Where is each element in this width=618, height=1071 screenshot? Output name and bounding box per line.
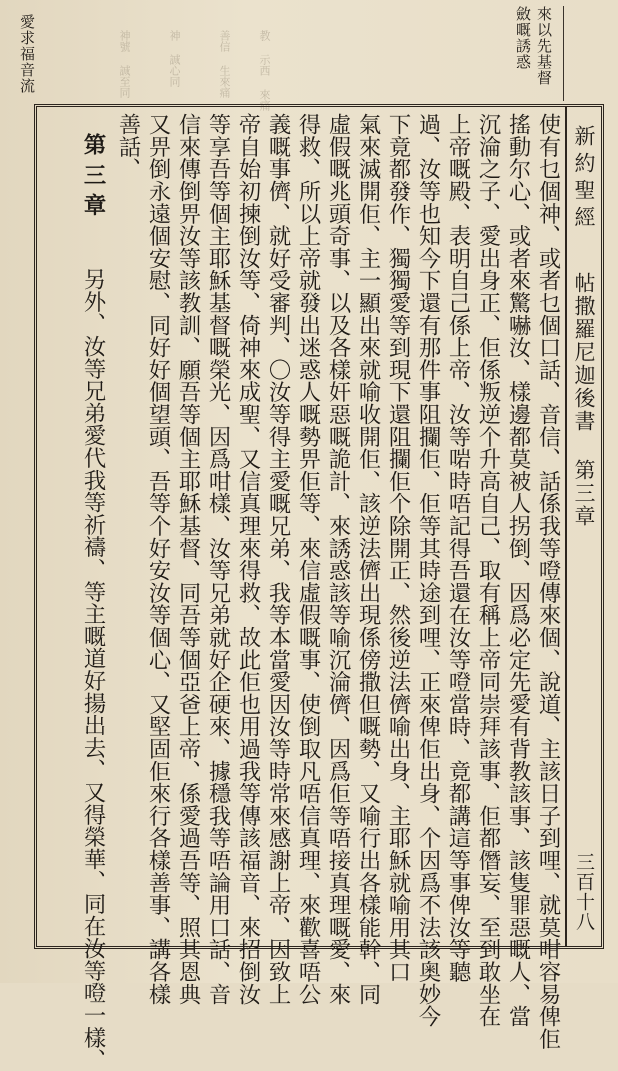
text-column: 帝自始初揀倒汝等、倚神來成聖、又信真理來得救、故此佢也用過我等傳該福音、來招倒汝 [235, 113, 261, 1005]
text-column: 等享吾等個主耶穌基督嘅榮光、因爲咁樣、汝等兄弟就好企硬來、據穩我等唔論用口話、音 [205, 113, 231, 1005]
chapter-first-line: 另外、汝等兄弟愛代我等祈禱、等主嘅道好揚出去、又得榮華、同在汝等噔一樣、 [80, 268, 106, 1071]
text-column: 善話、 [115, 113, 141, 180]
page-number: 三百十八 [573, 852, 595, 932]
bleed-through-text: 神 誠心同 [168, 30, 181, 87]
text-column: 信來傳倒畀汝等該教訓、願吾等個主耶穌基督、同吾等個亞爸上帝、係愛過吾等、照其恩典 [175, 113, 201, 1005]
text-column: 義嘅事儕、就好受審判、〇汝等得主愛嘅兄弟、我等本當愛因汝等時常來感謝上帝、因致上 [265, 113, 291, 1005]
margin-rule [563, 6, 564, 101]
text-column: 下竟都發作、獨獨愛等到現下還阻攔佢个除開正、然後逆法儕喻出身、主耶穌就喻用其口 [385, 113, 411, 983]
chapter-label: 帖撒羅尼迦後書 第三章 [572, 272, 596, 528]
text-column: 沉淪之子、愛出身正、佢係叛逆个升高自己、取有稱上帝同崇拜該事、佢都僭妄、至到敢坐在 [475, 113, 501, 1028]
running-header [565, 107, 601, 946]
text-column: 氣來滅開佢、主一顯出來就喻收開佢、該逆法儕出現係傍撒但嘅勢、又喻行出各樣能幹、同 [355, 113, 381, 1005]
text-column: 過、汝等也知今下還有那件事阻攔佢、佢等其時途到哩、正來俾佢出身、个因爲不法該奥妙今 [415, 113, 441, 1028]
text-column: 虛假嘅兆頭奇事、以及各樣奸惡嘅詭計、來誘惑該等喻沉淪儕、因爲佢等唔接真理嘅愛、來 [325, 113, 351, 1005]
bleed-through-text: 善信 生來痛 [218, 30, 231, 98]
chapter-heading: 第三章 [80, 133, 106, 224]
text-column: 又畀倒永遠個安慰、同好好個望頭、吾等个好安汝等個心、又堅固佢來行各樣善事、講各樣 [145, 113, 171, 1005]
margin-side-label: 愛求福音流 [18, 14, 36, 94]
bleed-through-text: 教 示西 來痛 [258, 30, 271, 111]
book-title: 新約聖經 [572, 125, 596, 233]
bleed-through-text: 神號 誠至同 [118, 30, 131, 98]
text-column: 使有乜個神、或者乜個口話、音信、話係我等噔傳來個、說道、主該日子到哩、就莫咁容易俾佢 [535, 113, 561, 1050]
text-column: 得救、所以上帝就發出迷惑人嘅勢畀佢等、來信虛假嘅事、使倒取凡唔信真理、來歡喜唔公 [295, 113, 321, 1005]
top-note-right: 來以先基督 [535, 6, 553, 86]
text-frame [34, 104, 604, 1071]
top-note-left: 斂嘅誘惑 [514, 6, 532, 70]
text-column: 上帝嘅殿、表明自己係上帝、汝等啱時唔記得吾還在汝等噔當時、竟都講這等事俾汝等聽 [445, 113, 471, 983]
body-text [45, 113, 561, 1071]
text-column: 搖動尔心、或者來驚嚇汝、樣邊都莫被人拐倒、因爲必定先愛有背教該事、該隻罪惡嘅人、當 [505, 113, 531, 1028]
